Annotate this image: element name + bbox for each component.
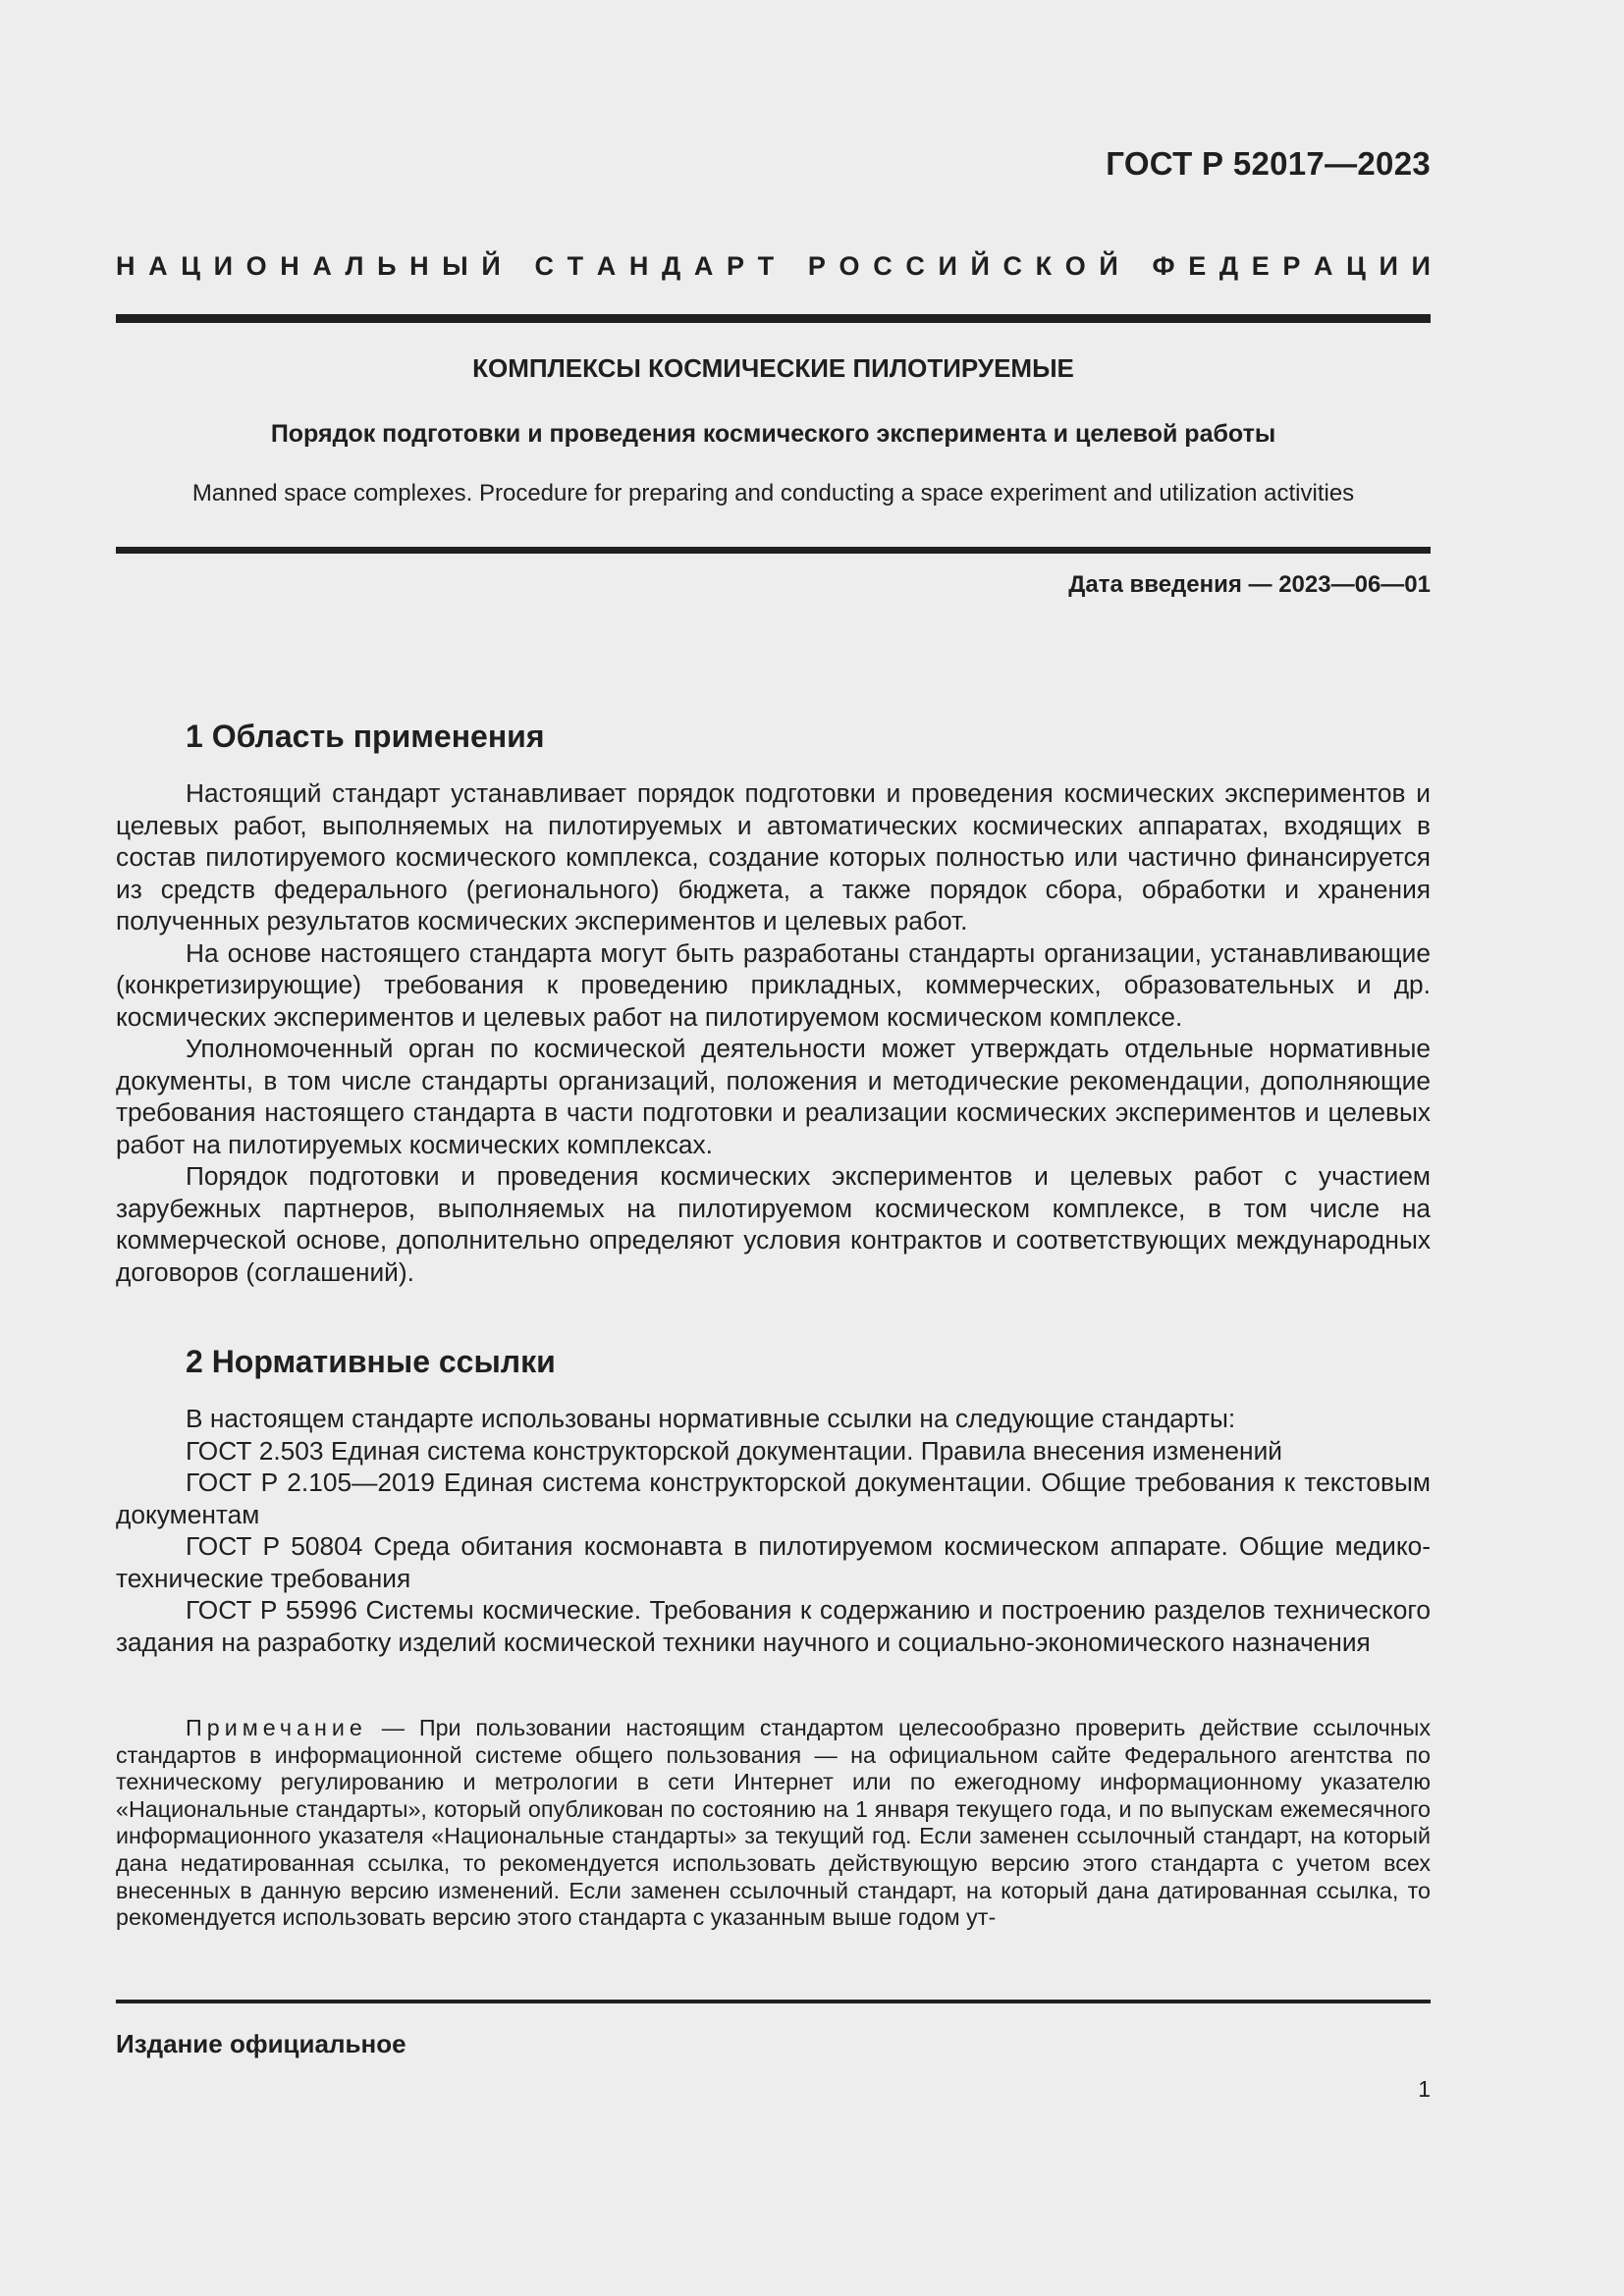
banner-letter: О	[1064, 251, 1086, 281]
banner-letter: А	[693, 251, 714, 281]
english-title: Manned space complexes. Procedure for preparing and conducting a space experiment and utilization activities	[191, 480, 1355, 507]
banner-letter	[514, 251, 521, 282]
banner-letter: Ц	[181, 251, 200, 281]
reference-item: ГОСТ Р 2.105—2019 Единая система конструкторской документации. Общие требования к текстовым документам	[116, 1468, 1431, 1529]
references-intro: В настоящем стандарте использованы нормативные ссылки на следующие стандарты:	[186, 1404, 1236, 1433]
banner-letter: Т	[567, 251, 584, 281]
paragraph: Уполномоченный орган по космической деятельности может утверждать отдельные нормативные документы, в том числе стандарты организаций, положения и методические рекомендации, дополняющие требования настоящего стандарта в части подготовки и реализации космических экспериментов и целевых работ на пилотируемых космических комплексах.	[116, 1034, 1431, 1159]
document-title: КОМПЛЕКСЫ КОСМИЧЕСКИЕ ПИЛОТИРУЕМЫЕ	[472, 353, 1074, 383]
paragraph: Порядок подготовки и проведения космических экспериментов и целевых работ с участием зарубежных партнеров, выполняемых на пилотируемом космическом комплексе, в том числе на коммерческой основе, дополнительно определяют условия контрактов и соответствующих международных договоров (соглашений).	[116, 1161, 1431, 1287]
banner-letter: Ц	[1346, 251, 1366, 281]
banner-letter: Й	[1099, 251, 1118, 281]
note-label: Примечание	[186, 1715, 367, 1740]
banner-letter: Д	[1218, 251, 1239, 281]
banner-letter: И	[1379, 251, 1398, 281]
banner-letter: С	[534, 251, 554, 281]
banner-letter: А	[148, 251, 168, 281]
reference-item: ГОСТ Р 50804 Среда обитания космонавта в пилотируемом космическом аппарате. Общие медико-технические требования	[116, 1531, 1431, 1593]
banner-letter: Й	[481, 251, 501, 281]
banner-letter: Н	[116, 251, 135, 281]
banner-letter: Й	[970, 251, 990, 281]
reference-item: ГОСТ Р 55996 Системы космические. Требования к содержанию и построению разделов технического задания на разработку изделий космической техники научного и социально-экономического назначения	[116, 1595, 1431, 1657]
edition-label: Издание официальное	[116, 2029, 406, 2058]
section-heading: 2 Нормативные ссылки	[186, 1344, 556, 1379]
introduction-date: Дата введения — 2023—06—01	[1068, 571, 1431, 598]
document-page	[116, 0, 1431, 2296]
document-subtitle: Порядок подготовки и проведения космического эксперимента и целевой работы	[270, 420, 1276, 448]
reference-item: ГОСТ 2.503 Единая система конструкторской документации. Правила внесения изменений	[186, 1435, 1282, 1466]
banner-letter: Л	[345, 251, 364, 281]
banner-letter: О	[245, 251, 267, 281]
banner-letter: И	[1411, 251, 1431, 281]
banner-letter: Н	[628, 251, 649, 281]
banner-letter: Н	[280, 251, 299, 281]
banner-letter: Р	[807, 251, 826, 281]
banner-letter: И	[213, 251, 234, 281]
banner-letter: Е	[1251, 251, 1270, 281]
banner-letter: Р	[1282, 251, 1301, 281]
paragraph: На основе настоящего стандарта могут быть разработаны стандарты организации, устанавливающие (конкретизирующие) требования к проведению прикладных, коммерческих, образовательных и др. космических экспериментов и целевых работ на пилотируемом космическом комплексе.	[116, 937, 1431, 1032]
banner-letter: Ф	[1152, 251, 1175, 281]
banner-letter: А	[596, 251, 617, 281]
banner-letter: Ь	[377, 251, 397, 281]
banner-letter	[1131, 251, 1139, 282]
banner-letter: С	[873, 251, 893, 281]
paragraph: Настоящий стандарт устанавливает порядок подготовки и проведения космических экспериментов и целевых работ, выполняемых на пилотируемых и автоматических космических аппаратах, входящих в состав пилотируемого космического комплекса, создание которых полностью или частично финансируется из средств федерального (регионального) бюджета, а также порядок сбора, обработки и хранения полученных результатов космических экспериментов и целевых работ.	[116, 778, 1431, 935]
banner-letter: Т	[757, 251, 775, 281]
banner-letter: А	[1314, 251, 1333, 281]
banner-letter: Ы	[442, 251, 468, 281]
banner-letter	[787, 251, 795, 282]
banner-letter: С	[1002, 251, 1022, 281]
national-standard-banner	[116, 251, 1431, 282]
banner-letter: Р	[727, 251, 745, 281]
banner-letter: Н	[409, 251, 429, 281]
banner-letter: Д	[662, 251, 681, 281]
banner-letter: Е	[1188, 251, 1207, 281]
section-scope	[116, 715, 1431, 1288]
title-rule	[116, 547, 1431, 554]
section-normative-references	[116, 1340, 1431, 1658]
document-code: ГОСТ Р 52017—2023	[1106, 145, 1431, 182]
banner-letter: А	[312, 251, 332, 281]
banner-letter: И	[938, 251, 957, 281]
note	[116, 1715, 1431, 1932]
banner-letter: С	[905, 251, 925, 281]
footer-rule	[116, 2000, 1431, 2003]
page-number: 1	[1418, 2076, 1431, 2102]
section-heading: 1 Область применения	[186, 719, 545, 754]
banner-letter: О	[839, 251, 860, 281]
header-rule	[116, 314, 1431, 323]
note-text: — При пользовании настоящим стандартом целесообразно проверить действие ссылочных стандартов в информационной системе общего пользования — на официальном сайте Федерального агентства по техническому регулированию и метрологии в сети Интернет или по ежегодному информационному указателю «Национальные стандарты», который опубликован по состоянию на 1 января текущего года, и по выпускам ежемесячного информационного указателя «Национальные стандарты» за текущий год. Если заменен ссылочный стандарт, на который дана недатированная ссылка, то рекомендуется использовать действующую версию этого стандарта с учетом всех внесенных в данную версию изменений. Если заменен ссылочный стандарт, на который дана датированная ссылка, то рекомендуется использовать версию этого стандарта с указанным выше годом ут-	[116, 1715, 1431, 1931]
banner-letter: К	[1035, 251, 1053, 281]
